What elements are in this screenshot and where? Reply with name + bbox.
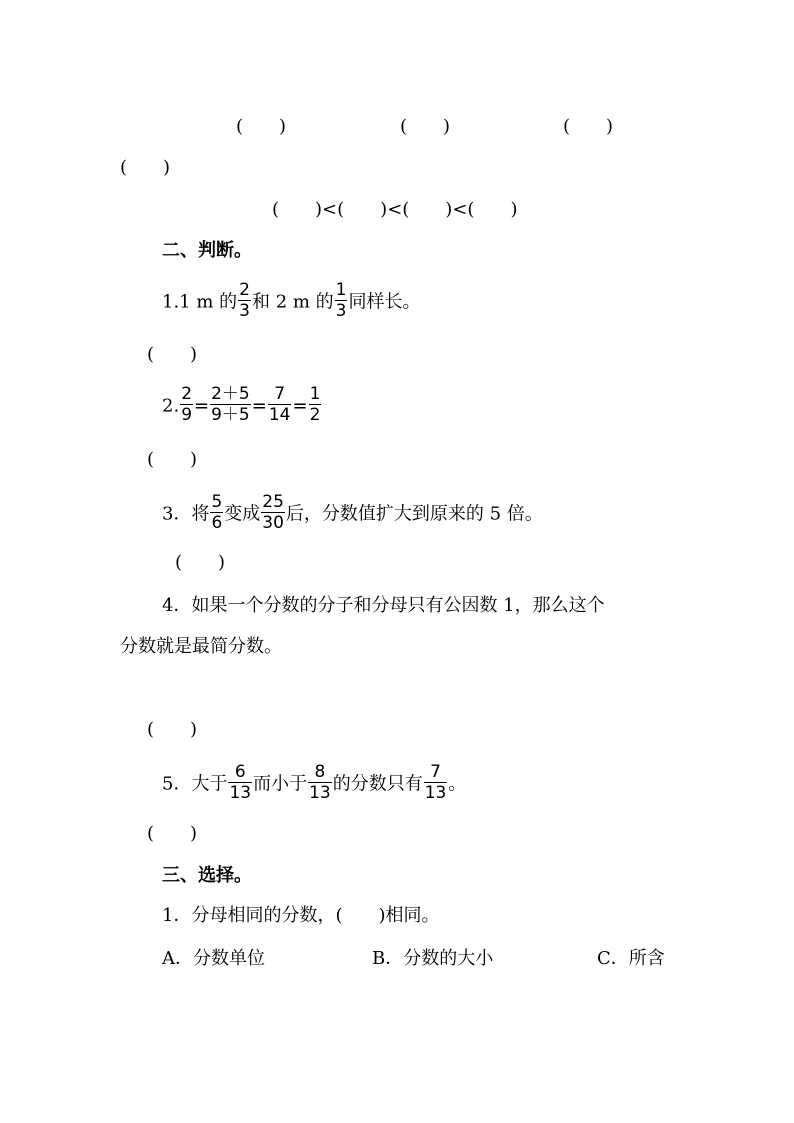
fraction: $\frac{2+5}{9+5}$ [211, 384, 250, 425]
question-2-2 [162, 386, 322, 427]
answer-blank: ( ) [147, 719, 198, 740]
q-text: 。 [448, 773, 467, 795]
less-than: < [452, 199, 468, 220]
question-2-1 [162, 282, 420, 323]
option-b: B．分数的大小 [372, 948, 494, 969]
option-a: A．分数单位 [162, 948, 265, 969]
ineq-blank: ( ) [467, 199, 518, 220]
q-text: 后，分数值扩大到原来的 5 倍。 [285, 503, 543, 525]
ineq-blank: ( ) [272, 199, 323, 220]
fraction: $\frac{6}{13}$ [229, 762, 252, 803]
question-3-1: 1．分母相同的分数，( )相同。 [162, 905, 440, 926]
answer-blank: ( ) [147, 449, 198, 470]
blank-4: ( ) [120, 157, 171, 178]
fraction: $\frac{5}{6}$ [211, 492, 223, 533]
q-text: 而小于 [253, 773, 308, 795]
fraction: $\frac{25}{30}$ [262, 492, 284, 533]
question-2-5 [162, 764, 466, 805]
fraction: $\frac{7}{13}$ [424, 762, 447, 803]
less-than: < [322, 199, 338, 220]
answer-blank: ( ) [147, 823, 198, 844]
blank-1: ( ) [236, 116, 287, 137]
fraction: $\frac{2}{3}$ [239, 280, 250, 321]
inequality-row [272, 200, 517, 220]
less-than: < [387, 199, 403, 220]
question-2-3 [162, 494, 543, 535]
answer-blank: ( ) [175, 552, 226, 573]
q-text: 的分数只有 [332, 773, 423, 795]
q-text: 3．将 [162, 503, 210, 525]
equals: = [194, 395, 210, 417]
blank-3: ( ) [563, 116, 614, 137]
q-text: 5．大于 [162, 773, 228, 795]
q-text: 1.1 m 的 [162, 291, 238, 313]
q-text: 变成 [224, 503, 261, 525]
fraction: $\frac{1}{2}$ [309, 384, 321, 425]
q-text: 同样长。 [348, 291, 421, 313]
answer-blank: ( ) [147, 344, 198, 365]
ineq-blank: ( ) [337, 199, 388, 220]
equals: = [292, 395, 308, 417]
fraction: $\frac{2}{9}$ [181, 384, 193, 425]
section3-heading: 三、选择。 [162, 865, 252, 886]
fraction: $\frac{7}{14}$ [268, 384, 291, 425]
blank-2: ( ) [400, 116, 451, 137]
q-text: 和 2 m 的 [251, 291, 334, 313]
equals: = [251, 395, 267, 417]
question-2-4-line1: 4．如果一个分数的分子和分母只有公因数 1，那么这个 [162, 595, 605, 616]
question-2-4-line2: 分数就是最简分数。 [120, 636, 282, 657]
fraction: $\frac{8}{13}$ [309, 762, 331, 803]
q-text: 2. [162, 395, 180, 417]
option-c: C．所含 [597, 948, 665, 969]
section2-heading: 二、判断。 [162, 240, 252, 261]
ineq-blank: ( ) [402, 199, 453, 220]
fraction: $\frac{1}{3}$ [335, 280, 347, 321]
